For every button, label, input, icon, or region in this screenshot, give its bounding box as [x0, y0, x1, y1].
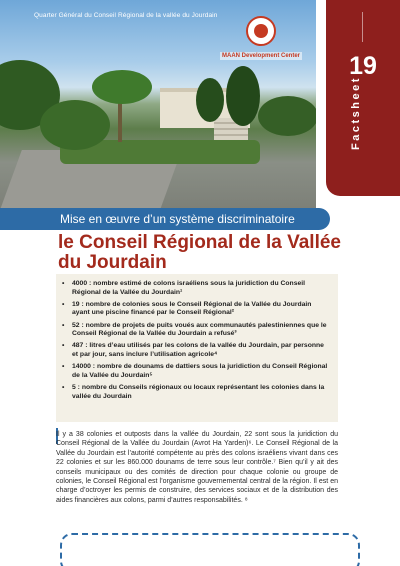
photo-tree	[258, 96, 316, 136]
tab-divider	[362, 12, 363, 42]
subtitle-bar: Mise en œuvre d’un système discriminatoire	[0, 208, 316, 230]
dashed-box	[60, 533, 360, 566]
fact-item: • 487 : litres d’eau utilisés par les colons de la vallée du Jourdain, par personne et par jour, sans inclure l’utilisation agricole⁴	[62, 342, 328, 359]
factsheet-tab	[326, 0, 400, 196]
photo-tree	[40, 100, 110, 150]
factsheet-label: Factsheet	[350, 76, 362, 150]
photo-palm	[92, 70, 152, 104]
subtitle-bar-end	[316, 208, 330, 230]
fact-item: • 4000 : nombre estimé de colons israéliens sous la juridiction du Conseil Régional de la Vallée du Jourdain¹	[62, 280, 328, 297]
facts-box	[56, 274, 338, 422]
org-name: MAAN Development Center	[222, 53, 301, 59]
fact-item: • 19 : nombre de colonies sous le Conseil Régional de la Vallée du Jourdain ayant une piscine financé par le Conseil Régional²	[62, 301, 328, 318]
fact-item: • 5 : nombre du Conseils régionaux ou locaux représentant les colonies dans la vallée du Jourdain	[62, 384, 328, 401]
header-photo	[0, 0, 316, 208]
factsheet-number: 19	[349, 52, 377, 80]
fact-item: • 52 : nombre de projets de puits voués aux communautés palestiniennes que le Conseil Régional de la Vallée du Jourdain a refusé³	[62, 322, 328, 339]
maan-logo-icon	[246, 16, 276, 46]
body-paragraph: Il y a 38 colonies et outposts dans la vallée du Jourdain, 22 sont sous la juridiction du Conseil Régional de la Vallée du Jourdain (Avrot Ha Yarden)⁶. Le Conseil Régional de la Vallée du Jourdain est l’autorité compétente au près des colons israéliens vivant dans ces 22 colonies et sur les 860.000 dounams de terre sous leur contrôle.⁷ Bien qu’il y ait des conseils municipaux ou des comités de direction pour chaque colonie ou groupe de colonies, le Conseil Régional est l’organisme gouvernemental central de la région. Il est en charge d’octroyer les permis de construire, des services sociaux et de la distribution des aides financières aux colons, parmi d’autres responsabilités. ⁸	[56, 431, 338, 504]
facts-list	[62, 280, 328, 401]
photo-caption: Quarter Général du Conseil Régional de la vallée du Jourdain	[34, 12, 218, 19]
fact-item: • 14000 : nombre de dounams de dattiers sous la juridiction du Conseil Régional de la Vallée du Jourdain⁵	[62, 363, 328, 380]
page-title: le Conseil Régional de la Vallée du Jourdain	[58, 232, 341, 273]
photo-tree	[226, 66, 260, 126]
photo-tree	[196, 78, 224, 122]
